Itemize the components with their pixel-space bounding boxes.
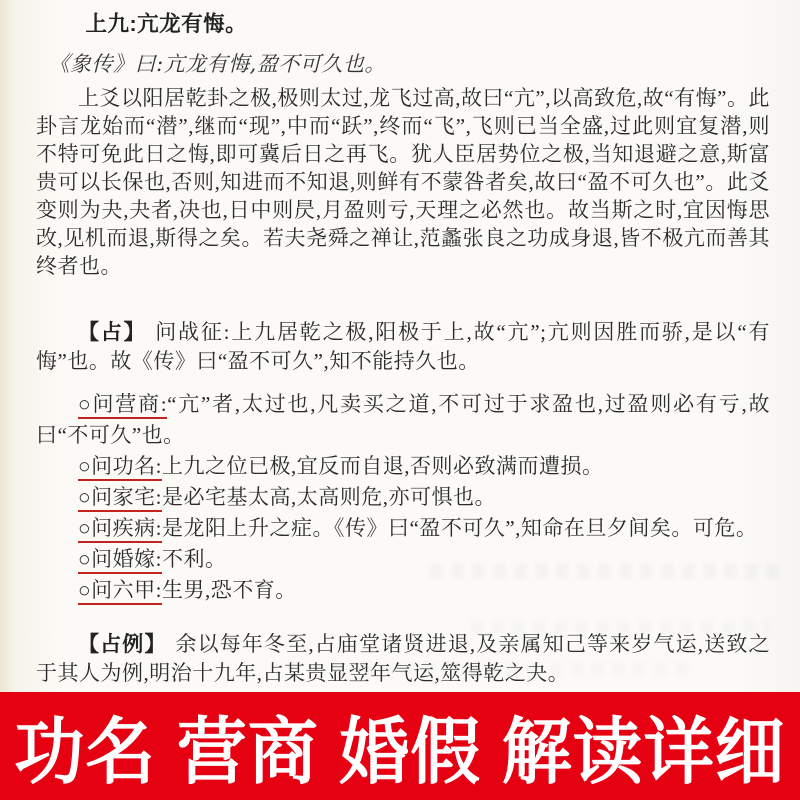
question-answer-text: 是必宅基太高,太高则危,亦可惧也。 <box>162 485 497 509</box>
question-answer-text: 生男,恐不育。 <box>162 578 297 602</box>
question-line <box>36 389 770 451</box>
question-label-underlined: ○问婚嫁: <box>78 547 162 574</box>
question-line <box>36 575 770 606</box>
questions-list <box>36 389 770 606</box>
zhan-section-text: 问战征:上九居乾之极,阳极于上,故“亢”;亢则因胜而骄,是以“有悔”也。故《传》曰“盈不可久”,知不能持久也。 <box>36 320 770 373</box>
question-line <box>36 544 770 575</box>
zhanli-section-text: 余以每年冬至,占庙堂诸贤进退,及亲属知己等来岁气运,送致之于其人为例,明治十九年,占某贵显翌年气运,筮得乾之夬。 <box>36 632 771 685</box>
xiang-zhuan-line: 《象传》曰:亢龙有悔,盈不可久也。 <box>48 52 386 76</box>
yao-line-title: 上九:亢龙有悔。 <box>85 12 248 36</box>
question-answer-text: “亢”者,太过也,凡卖买之道,不可过于求盈也,过盈则必有亏,故曰“不可久”也。 <box>36 392 770 447</box>
bottom-promo-banner <box>0 692 800 800</box>
zhanli-section-label: 【占例】 <box>78 633 167 656</box>
question-label-underlined: ○问营商: <box>78 392 167 419</box>
zhan-section-label: 【占】 <box>78 321 147 344</box>
question-label-underlined: ○问家宅: <box>78 485 162 512</box>
zhan-paragraph <box>36 318 770 375</box>
question-line <box>36 513 770 544</box>
question-answer-text: 上九之位已极,宜反而自退,否则必致满而遭损。 <box>162 454 604 478</box>
question-answer-text: 不利。 <box>162 547 227 571</box>
question-line <box>36 482 770 513</box>
question-label-underlined: ○问六甲: <box>78 578 162 605</box>
commentary-paragraph: 上爻以阳居乾卦之极,极则太过,龙飞过高,故曰“亢”,以高致危,故“有悔”。此卦言龙始而“潜”,继而“现”,中而“跃”,终而“飞”,飞则已当全盛,过此则宜复潜,则不特可免此日之悔,即可冀后日之再飞。犹人臣居势位之极,当知退避之意,斯富贵可以长保也,否则,知进而不知退,则鲜有不蒙咎者矣,故曰“盈不可久也”。此爻变则为夬,夬者,决也,日中则昃,月盈则亏,天理之必然也。故当斯之时,宜因悔思改,见机而退,斯得之矣。若夫尧舜之禅让,范蠡张良之功成身退,皆不极亢而善其终者也。 <box>36 86 770 278</box>
question-label-underlined: ○问功名: <box>78 454 162 481</box>
question-line <box>36 451 770 482</box>
question-answer-text: 是龙阳上升之症。《传》曰“盈不可久”,知命在旦夕间矣。可危。 <box>162 516 758 540</box>
bottom-promo-banner-text: 功名 营商 婚假 解读详细 <box>14 711 786 793</box>
question-label-underlined: ○问疾病: <box>78 516 162 543</box>
zhanli-paragraph <box>36 630 770 688</box>
page-text-column <box>36 0 770 717</box>
